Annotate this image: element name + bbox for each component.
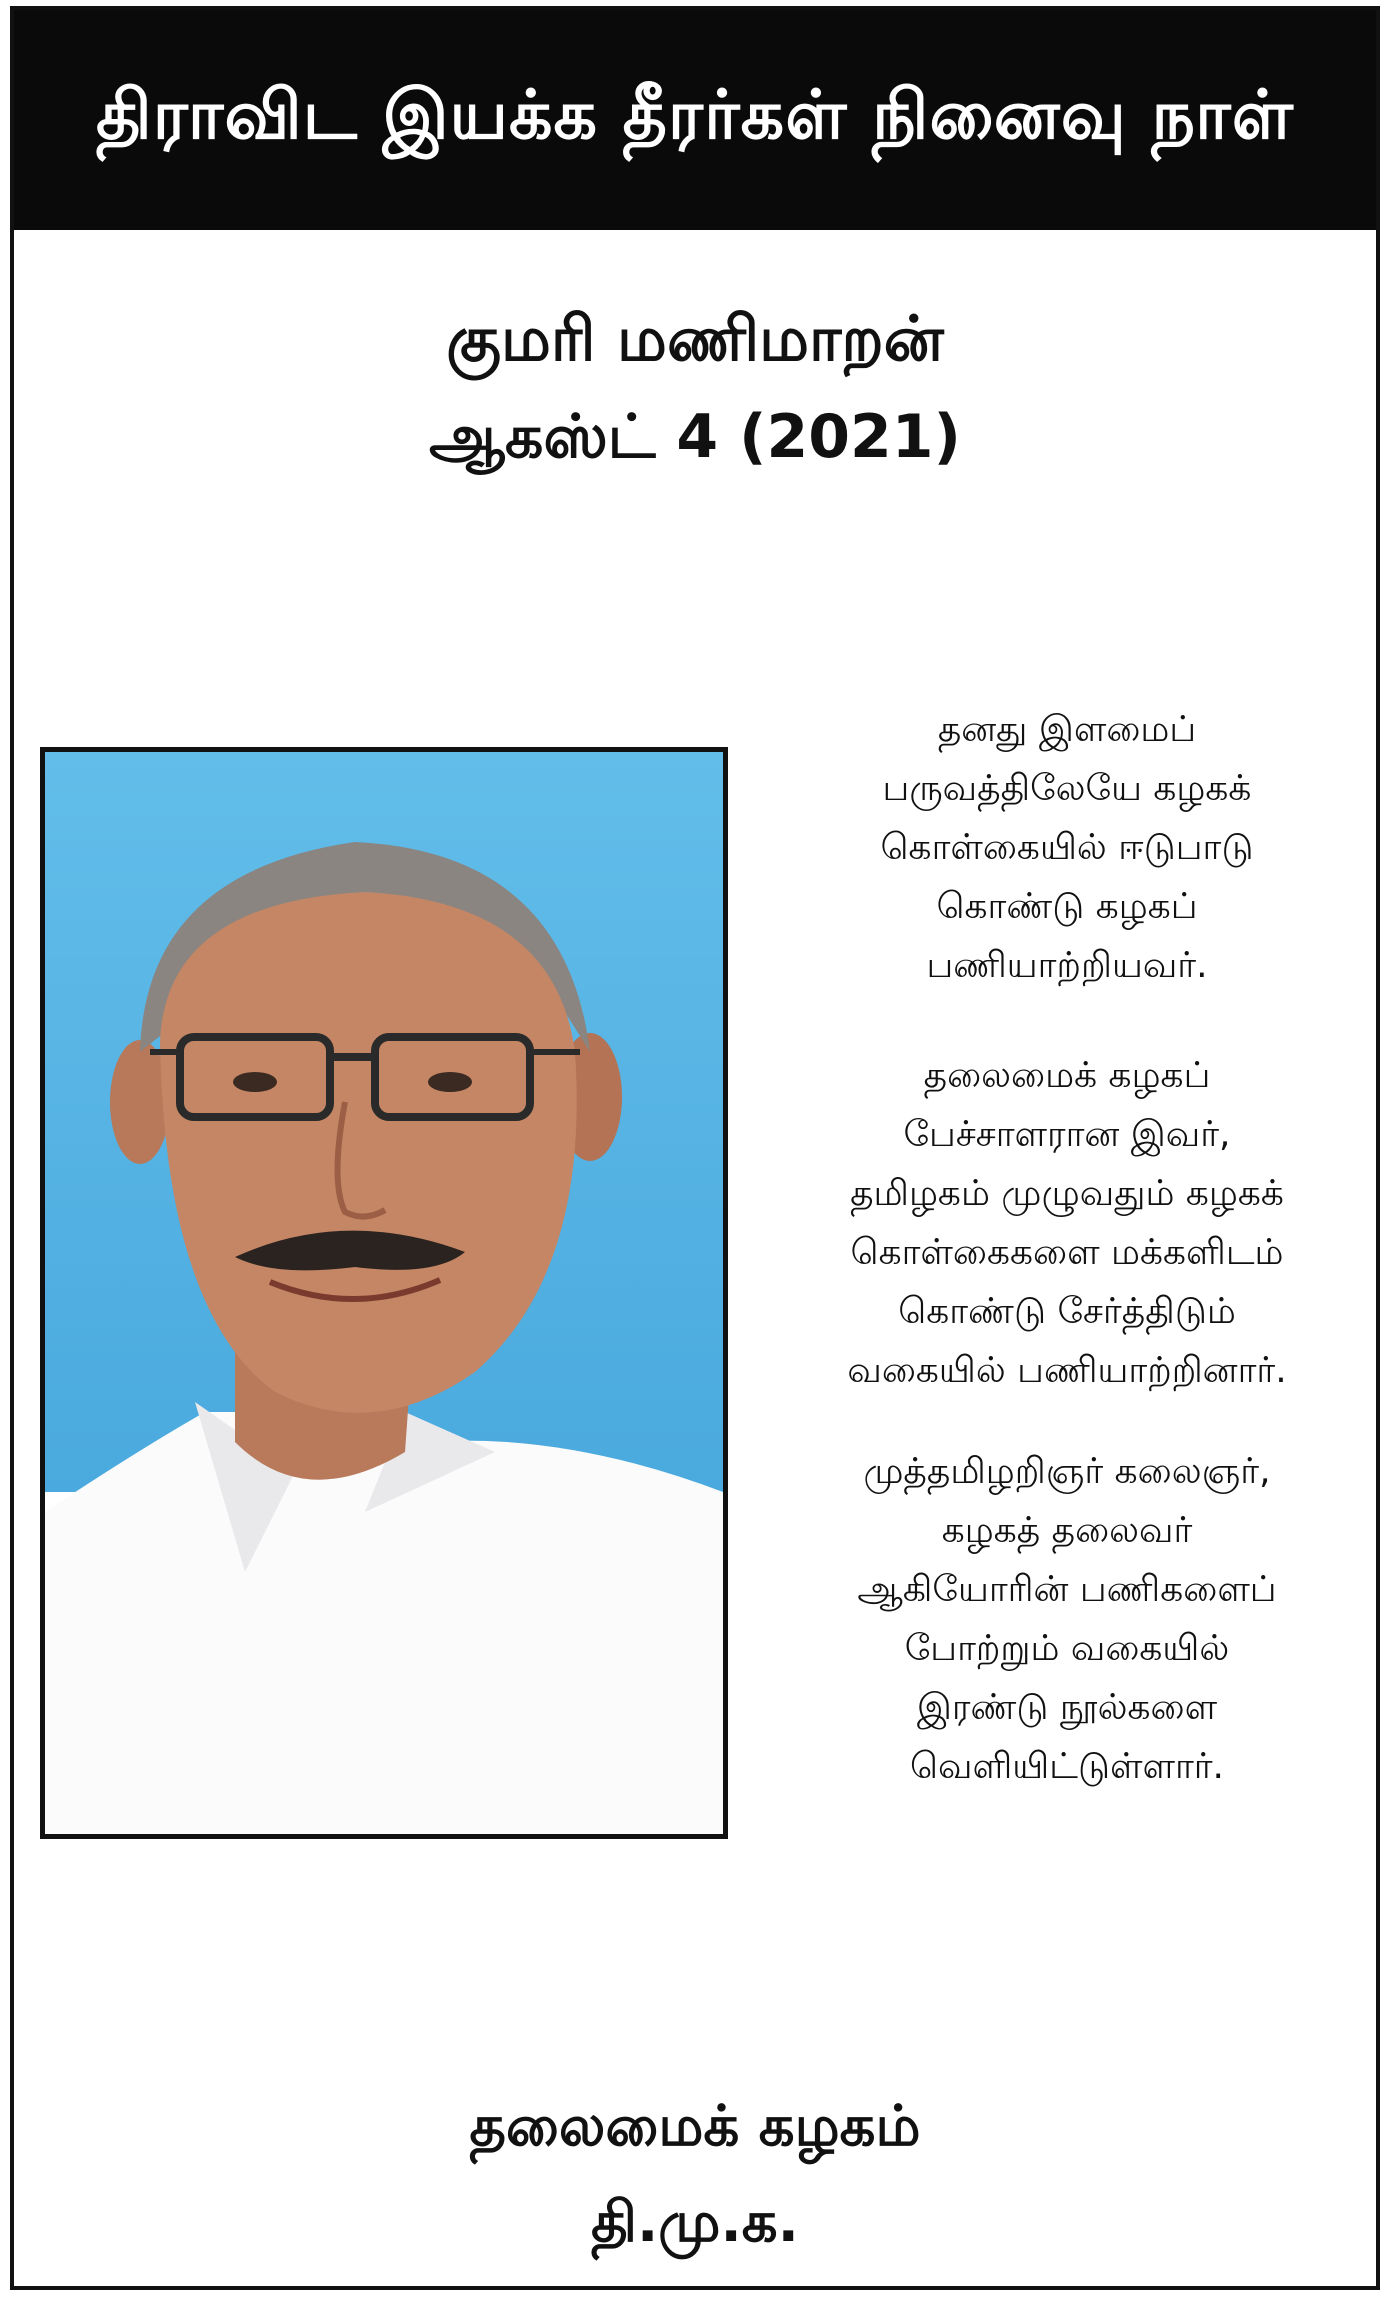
bio-line: கழகத் தலைவர்	[941, 1510, 1193, 1551]
bio-line: தனது இளமைப்	[937, 709, 1197, 750]
bio-line: முத்தமிழறிஞர் கலைஞர்,	[863, 1451, 1271, 1492]
memorial-date: ஆகஸ்ட் 4 (2021)	[429, 402, 961, 472]
bio-line: வெளியிட்டுள்ளார்.	[909, 1746, 1225, 1787]
bio-paragraph-3	[774, 1442, 1360, 1796]
bio-line: பணியாற்றியவர்.	[926, 945, 1208, 986]
bio-paragraph-1	[774, 700, 1360, 995]
footer-organization: தலைமைக் கழகம்	[469, 2094, 921, 2159]
bio-line: பருவத்திலேயே கழகக்	[882, 768, 1252, 809]
memorial-poster	[10, 6, 1380, 2290]
banner-title: திராவிட இயக்க தீரர்கள் நினைவு நாள்	[96, 76, 1294, 155]
footer-party: தி.மு.க.	[591, 2190, 799, 2255]
portrait-photo	[40, 747, 728, 1839]
header-banner	[14, 10, 1376, 230]
bio-line: ஆகியோரின் பணிகளைப்	[857, 1569, 1277, 1610]
person-name: குமரி மணிமாறன்	[446, 302, 944, 375]
portrait-illustration	[45, 752, 723, 1834]
bio-paragraph-2	[774, 1046, 1360, 1400]
bio-line: பேச்சாளரான இவர்,	[903, 1114, 1231, 1155]
bio-line: கொண்டு கழகப்	[936, 886, 1198, 927]
bio-line: போற்றும் வகையில்	[904, 1628, 1230, 1669]
bio-line: தமிழகம் முழுவதும் கழகக்	[850, 1173, 1284, 1214]
bio-line: கொண்டு சேர்த்திடும்	[898, 1291, 1236, 1332]
bio-line: கொள்கையில் ஈடுபாடு	[880, 827, 1254, 868]
bio-line: தலைமைக் கழகப்	[923, 1055, 1211, 1096]
bio-line: கொள்கைகளை மக்களிடம்	[850, 1232, 1284, 1273]
bio-line: இரண்டு நூல்களை	[916, 1687, 1218, 1728]
bio-line: வகையில் பணியாற்றினார்.	[847, 1350, 1287, 1391]
